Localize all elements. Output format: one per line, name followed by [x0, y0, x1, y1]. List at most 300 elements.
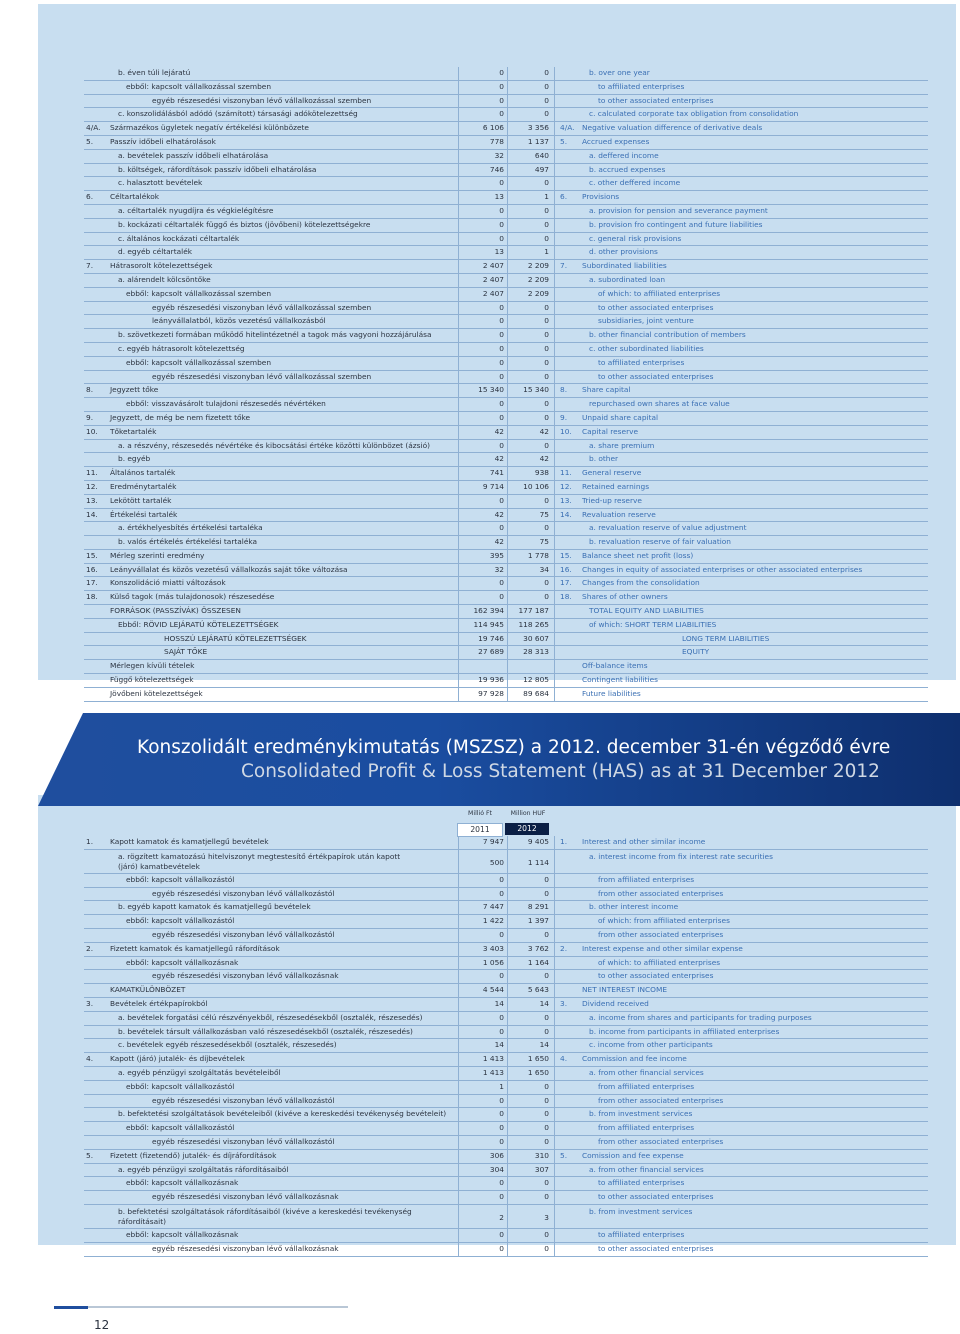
row-number-en: 4/A.: [560, 123, 575, 133]
column-divider: [554, 970, 555, 983]
value-2011: 0: [499, 357, 504, 367]
column-divider: [458, 577, 459, 590]
column-divider: [554, 943, 555, 956]
value-2011: 13: [494, 192, 504, 202]
value-2011: 0: [499, 440, 504, 450]
column-divider: [554, 1136, 555, 1149]
row-label-en: c. general risk provisions: [589, 233, 682, 243]
column-divider: [458, 467, 459, 480]
row-label-en: of which: to affiliated enterprises: [598, 288, 721, 298]
row-label-en: c. calculated corporate tax obligation from consolidation: [589, 109, 799, 119]
column-divider: [507, 219, 508, 232]
row-label-hu: ebből: kapcsolt vállalkozással szemben: [126, 81, 272, 91]
value-2012: 0: [544, 523, 549, 533]
column-divider: [554, 67, 555, 80]
row-number: 14.: [86, 509, 98, 519]
value-2012: 1 778: [527, 550, 549, 560]
column-divider: [507, 943, 508, 956]
row-label-hu: Függő kötelezettségek: [110, 675, 194, 685]
row-label-en: a. income from shares and participants for trading purposes: [589, 1012, 812, 1022]
row-number: 17.: [86, 578, 98, 588]
row-label-en: Accrued expenses: [582, 136, 650, 146]
column-divider: [507, 233, 508, 246]
value-2012: 0: [544, 1229, 549, 1239]
value-2012: 0: [544, 302, 549, 312]
row-number: 1.: [86, 837, 94, 846]
column-divider: [554, 426, 555, 439]
row-label-en: to other associated enterprises: [598, 95, 714, 105]
column-divider: [458, 1229, 459, 1242]
column-divider: [507, 177, 508, 190]
column-divider: [554, 1229, 555, 1242]
column-divider: [507, 315, 508, 328]
value-2012: 1 164: [527, 957, 549, 967]
column-divider: [554, 343, 555, 356]
row-label-en: Changes in equity of associated enterprises or other associated enterprises: [582, 564, 863, 574]
value-2011: 27 689: [478, 647, 504, 657]
value-2011: 0: [499, 109, 504, 119]
profit-loss-table: [84, 836, 928, 1257]
row-label-en: NET INTEREST INCOME: [582, 985, 668, 995]
row-label-hu: Fizetett kamatok és kamatjellegű ráfordítások: [110, 943, 280, 953]
column-divider: [458, 371, 459, 384]
value-2011: 97 928: [478, 688, 504, 698]
column-divider: [554, 1150, 555, 1163]
column-divider: [554, 901, 555, 914]
row-label-en: Commission and fee income: [582, 1054, 687, 1064]
row-label-hu: a. értékhelyesbítés értékelési tartaléka: [118, 523, 263, 533]
title-band: [83, 713, 960, 806]
value-2012: 938: [534, 468, 549, 478]
value-2012: 0: [544, 888, 549, 898]
column-divider: [507, 1095, 508, 1108]
column-divider: [507, 1243, 508, 1256]
table-row: [84, 929, 928, 943]
column-divider: [507, 495, 508, 508]
table-row: [84, 577, 928, 591]
value-2011: 0: [499, 971, 504, 981]
row-label-en: a. revaluation reserve of value adjustment: [589, 523, 747, 533]
row-label-hu: egyéb részesedési viszonyban lévő vállalkozástól: [152, 888, 335, 898]
row-label-hu: c. egyéb hátrasorolt kötelezettség: [118, 343, 245, 353]
row-label-en: of which: from affiliated enterprises: [598, 916, 730, 926]
value-2011: 0: [499, 1178, 504, 1188]
row-label-hu: b. egyéb: [118, 454, 151, 464]
column-divider: [507, 467, 508, 480]
row-label-en: c. income from other participants: [589, 1040, 713, 1050]
column-divider: [458, 1205, 459, 1228]
value-2012: 0: [544, 399, 549, 409]
column-divider: [507, 509, 508, 522]
column-divider: [554, 398, 555, 411]
footer-line: [88, 1306, 348, 1308]
table-row: [84, 660, 928, 674]
value-2012: 0: [544, 1095, 549, 1105]
column-divider: [554, 888, 555, 901]
row-number: 2.: [86, 943, 94, 953]
column-divider: [554, 1081, 555, 1094]
column-divider: [458, 343, 459, 356]
column-divider: [554, 495, 555, 508]
row-label-en: Unpaid share capital: [582, 412, 659, 422]
row-label-hu: b. valós értékelés értékelési tartaléka: [118, 537, 258, 547]
row-label-hu: leányvállalatból, közös vezetésű vállalkozásból: [152, 316, 326, 326]
row-label-en: from other associated enterprises: [598, 1095, 724, 1105]
row-label-hu: Származékos ügyletek negatív értékelési különbözete: [110, 123, 309, 133]
column-divider: [458, 1067, 459, 1080]
value-2012: 2 209: [527, 288, 549, 298]
column-divider: [507, 329, 508, 342]
row-label-hu: egyéb részesedési viszonyban lévő vállalkozással szemben: [152, 371, 372, 381]
value-2011: 114 945: [473, 619, 504, 629]
table-row: [84, 1026, 928, 1040]
table-row: [84, 260, 928, 274]
table-row: [84, 957, 928, 971]
column-divider: [507, 550, 508, 563]
table-row: [84, 1229, 928, 1243]
row-label-en: Capital reserve: [582, 426, 639, 436]
row-label-hu: c. halasztott bevételek: [118, 178, 203, 188]
row-label-en: subsidiaries, joint venture: [598, 316, 694, 326]
row-label-hu: Hátrasorolt kötelezettségek: [110, 261, 213, 271]
column-divider: [507, 136, 508, 149]
column-divider: [554, 1205, 555, 1228]
row-number-en: 18.: [560, 592, 572, 602]
column-divider: [458, 605, 459, 618]
row-number-en: 6.: [560, 192, 568, 202]
table-row: [84, 95, 928, 109]
table-row: [84, 453, 928, 467]
column-divider: [458, 536, 459, 549]
row-label-en: d. other provisions: [589, 247, 658, 257]
table-row: [84, 67, 928, 81]
column-divider: [554, 874, 555, 887]
column-divider: [554, 509, 555, 522]
column-divider: [554, 1012, 555, 1025]
row-label-hu: ebből: kapcsolt vállalkozással szemben: [126, 357, 272, 367]
row-label-hu: ebből: kapcsolt vállalkozásnak: [126, 1229, 239, 1239]
row-label-hu: Általános tartalék: [110, 468, 176, 478]
value-2012: 2 209: [527, 274, 549, 284]
column-divider: [458, 122, 459, 135]
column-divider: [507, 343, 508, 356]
row-label-en: Provisions: [582, 192, 620, 202]
column-divider: [554, 205, 555, 218]
table-row: [84, 522, 928, 536]
value-2012: 42: [539, 426, 549, 436]
column-divider: [507, 440, 508, 453]
value-2011: 0: [499, 1109, 504, 1119]
table-row: [84, 509, 928, 523]
row-label-en: a. deffered income: [589, 150, 659, 160]
value-2011: 0: [499, 205, 504, 215]
row-label-en: Shares of other owners: [582, 592, 668, 602]
column-divider: [458, 219, 459, 232]
row-number-en: 10.: [560, 426, 572, 436]
table-row: [84, 467, 928, 481]
column-divider: [458, 1039, 459, 1052]
column-divider: [458, 136, 459, 149]
row-label-hu: egyéb részesedési viszonyban lévő vállalkozásnak: [152, 1243, 339, 1253]
row-label-hu: Jegyzett tőke: [110, 385, 159, 395]
value-2012: 0: [544, 95, 549, 105]
table-row: [84, 850, 928, 874]
table-row: [84, 371, 928, 385]
row-label-hu: Céltartalékok: [110, 192, 160, 202]
column-divider: [458, 957, 459, 970]
row-label-en: TOTAL EQUITY AND LIABILITIES: [589, 606, 704, 616]
value-2011: 0: [499, 343, 504, 353]
value-2012: 0: [544, 440, 549, 450]
table-row: [84, 302, 928, 316]
row-label-hu: Leányvállalat és közös vezetésű vállalkozás saját tőke változása: [110, 564, 348, 574]
column-divider: [458, 315, 459, 328]
column-divider: [458, 522, 459, 535]
row-label-en: a. from other financial services: [589, 1164, 704, 1174]
value-2011: 0: [499, 592, 504, 602]
column-divider: [554, 619, 555, 632]
table-row: [84, 343, 928, 357]
table-row: [84, 888, 928, 902]
value-2011: 19 746: [478, 633, 504, 643]
column-divider: [507, 481, 508, 494]
column-divider: [507, 646, 508, 659]
column-divider: [507, 398, 508, 411]
column-divider: [554, 191, 555, 204]
column-divider: [507, 591, 508, 604]
table-row: [84, 274, 928, 288]
column-divider: [554, 550, 555, 563]
column-divider: [554, 1177, 555, 1190]
column-divider: [458, 288, 459, 301]
row-number-en: 8.: [560, 385, 568, 395]
row-label-en: repurchased own shares at face value: [589, 399, 730, 409]
value-2012: 0: [544, 233, 549, 243]
column-divider: [554, 1122, 555, 1135]
value-2012: 9 405: [527, 837, 549, 846]
value-2012: 310: [534, 1150, 549, 1160]
value-2011: 0: [499, 412, 504, 422]
column-divider: [458, 901, 459, 914]
column-divider: [554, 164, 555, 177]
value-2011: 0: [499, 1123, 504, 1133]
column-divider: [458, 164, 459, 177]
row-number: 4.: [86, 1054, 94, 1064]
column-divider: [507, 850, 508, 873]
column-divider: [458, 260, 459, 273]
value-2012: 118 265: [518, 619, 549, 629]
column-divider: [507, 1205, 508, 1228]
column-divider: [554, 81, 555, 94]
row-label-en: to other associated enterprises: [598, 1243, 714, 1253]
table-row: [84, 984, 928, 998]
column-divider: [554, 1039, 555, 1052]
column-divider: [458, 1191, 459, 1204]
value-2011: 42: [494, 537, 504, 547]
value-2012: 177 187: [518, 606, 549, 616]
value-2011: 42: [494, 454, 504, 464]
column-divider: [458, 1150, 459, 1163]
row-label-hu: egyéb részesedési viszonyban lévő vállalkozástól: [152, 1095, 335, 1105]
row-number: 3.: [86, 998, 94, 1008]
value-2012: 0: [544, 1026, 549, 1036]
column-divider: [554, 357, 555, 370]
row-label-hu: c. konszolidálásból adódó (számított) társasági adókötelezettség: [118, 109, 358, 119]
value-2011: 0: [499, 1136, 504, 1146]
value-2011: 2 407: [482, 261, 504, 271]
value-2012: 0: [544, 929, 549, 939]
column-divider: [507, 1164, 508, 1177]
value-2012: 1: [544, 192, 549, 202]
balance-sheet-table: [84, 67, 928, 702]
column-divider: [507, 1177, 508, 1190]
row-label-en: to affiliated enterprises: [598, 357, 685, 367]
value-2011: 7 447: [482, 902, 504, 912]
value-2011: 0: [499, 371, 504, 381]
table-row: [84, 943, 928, 957]
value-2011: 0: [499, 888, 504, 898]
table-row: [84, 122, 928, 136]
column-divider: [554, 1191, 555, 1204]
column-divider: [458, 550, 459, 563]
row-label-en: to affiliated enterprises: [598, 1178, 685, 1188]
column-divider: [554, 984, 555, 997]
row-label-hu: Eredménytartalék: [110, 481, 177, 491]
table-row: [84, 219, 928, 233]
column-divider: [554, 929, 555, 942]
value-2011: 0: [499, 874, 504, 884]
column-divider: [458, 1012, 459, 1025]
column-divider: [554, 850, 555, 873]
table-row: [84, 205, 928, 219]
row-label-hu: Értékelési tartalék: [110, 509, 178, 519]
column-divider: [507, 164, 508, 177]
column-divider: [507, 888, 508, 901]
row-label-en: b. other interest income: [589, 902, 679, 912]
table-row: [84, 426, 928, 440]
row-label-hu: Kapott (járó) jutalék- és díjbevételek: [110, 1054, 245, 1064]
value-2012: 0: [544, 371, 549, 381]
value-2011: 1: [499, 1081, 504, 1091]
row-number: 15.: [86, 550, 98, 560]
table-row: [84, 150, 928, 164]
column-divider: [554, 260, 555, 273]
column-divider: [458, 81, 459, 94]
column-divider: [458, 619, 459, 632]
column-divider: [458, 1095, 459, 1108]
column-divider: [458, 1108, 459, 1121]
row-label-hu: HOSSZÚ LEJÁRATÚ KÖTELEZETTSÉGEK: [164, 633, 307, 643]
row-label-hu: Külső tagok (más tulajdonosok) részesedése: [110, 592, 275, 602]
column-divider: [554, 1164, 555, 1177]
value-2011: 304: [489, 1164, 504, 1174]
table-row: [84, 177, 928, 191]
column-divider: [507, 122, 508, 135]
column-divider: [458, 426, 459, 439]
value-2012: 10 106: [523, 481, 549, 491]
column-divider: [458, 191, 459, 204]
value-2012: 0: [544, 109, 549, 119]
value-2011: 1 413: [482, 1067, 504, 1077]
table-row: [84, 398, 928, 412]
row-number-en: 12.: [560, 481, 572, 491]
column-divider: [507, 901, 508, 914]
column-divider: [554, 605, 555, 618]
value-2011: 306: [489, 1150, 504, 1160]
row-label-hu: Kapott kamatok és kamatjellegű bevételek: [110, 837, 269, 846]
table-row: [84, 384, 928, 398]
row-label-hu: a. alárendelt kölcsöntőke: [118, 274, 211, 284]
value-2011: 3 403: [482, 943, 504, 953]
column-divider: [554, 998, 555, 1011]
column-divider: [554, 384, 555, 397]
column-divider: [554, 633, 555, 646]
column-divider: [554, 688, 555, 701]
row-label-en: b. accrued expenses: [589, 164, 666, 174]
row-label-hu: ebből: visszavásárolt tulajdoni részesedés névértéken: [126, 399, 326, 409]
row-label-hu: egyéb részesedési viszonyban lévő vállalkozásnak: [152, 971, 339, 981]
column-divider: [458, 984, 459, 997]
value-2012: 3: [544, 1212, 549, 1222]
row-label-en: Retained earnings: [582, 481, 650, 491]
table-row: [84, 619, 928, 633]
value-2011: 0: [499, 302, 504, 312]
table-row: [84, 1164, 928, 1178]
table-row: [84, 1243, 928, 1257]
row-label-en: from other associated enterprises: [598, 929, 724, 939]
column-divider: [458, 495, 459, 508]
row-number-en: 17.: [560, 578, 572, 588]
row-label-en: b. income from participants in affiliated enterprises: [589, 1026, 780, 1036]
column-divider: [554, 674, 555, 687]
table-row: [84, 688, 928, 702]
column-divider: [554, 219, 555, 232]
column-divider: [507, 1150, 508, 1163]
table-row: [84, 1053, 928, 1067]
column-divider: [507, 1081, 508, 1094]
value-2012: 0: [544, 1123, 549, 1133]
row-number: 6.: [86, 192, 94, 202]
column-divider: [554, 288, 555, 301]
table-row: [84, 329, 928, 343]
row-label-en: to other associated enterprises: [598, 302, 714, 312]
row-number-en: 14.: [560, 509, 572, 519]
column-divider: [554, 274, 555, 287]
column-divider: [554, 122, 555, 135]
row-number: 16.: [86, 564, 98, 574]
column-divider: [507, 1191, 508, 1204]
column-divider: [458, 205, 459, 218]
unit-label-hu: Millió Ft: [468, 810, 492, 817]
value-2012: 3 356: [527, 123, 549, 133]
column-divider: [554, 481, 555, 494]
value-2011: 0: [499, 316, 504, 326]
column-divider: [458, 1122, 459, 1135]
column-divider: [458, 850, 459, 873]
column-divider: [458, 150, 459, 163]
value-2012: 0: [544, 412, 549, 422]
column-divider: [554, 412, 555, 425]
row-label-en: to affiliated enterprises: [598, 81, 685, 91]
row-number-en: 4.: [560, 1054, 568, 1064]
row-label-hu: c. bevételek egyéb részesedésekből (osztalék, részesedés): [118, 1040, 337, 1050]
row-label-hu: c. általános kockázati céltartalék: [118, 233, 240, 243]
value-2011: 1 413: [482, 1054, 504, 1064]
row-number: 7.: [86, 261, 94, 271]
value-2012: 0: [544, 357, 549, 367]
column-divider: [507, 1039, 508, 1052]
column-divider: [507, 957, 508, 970]
